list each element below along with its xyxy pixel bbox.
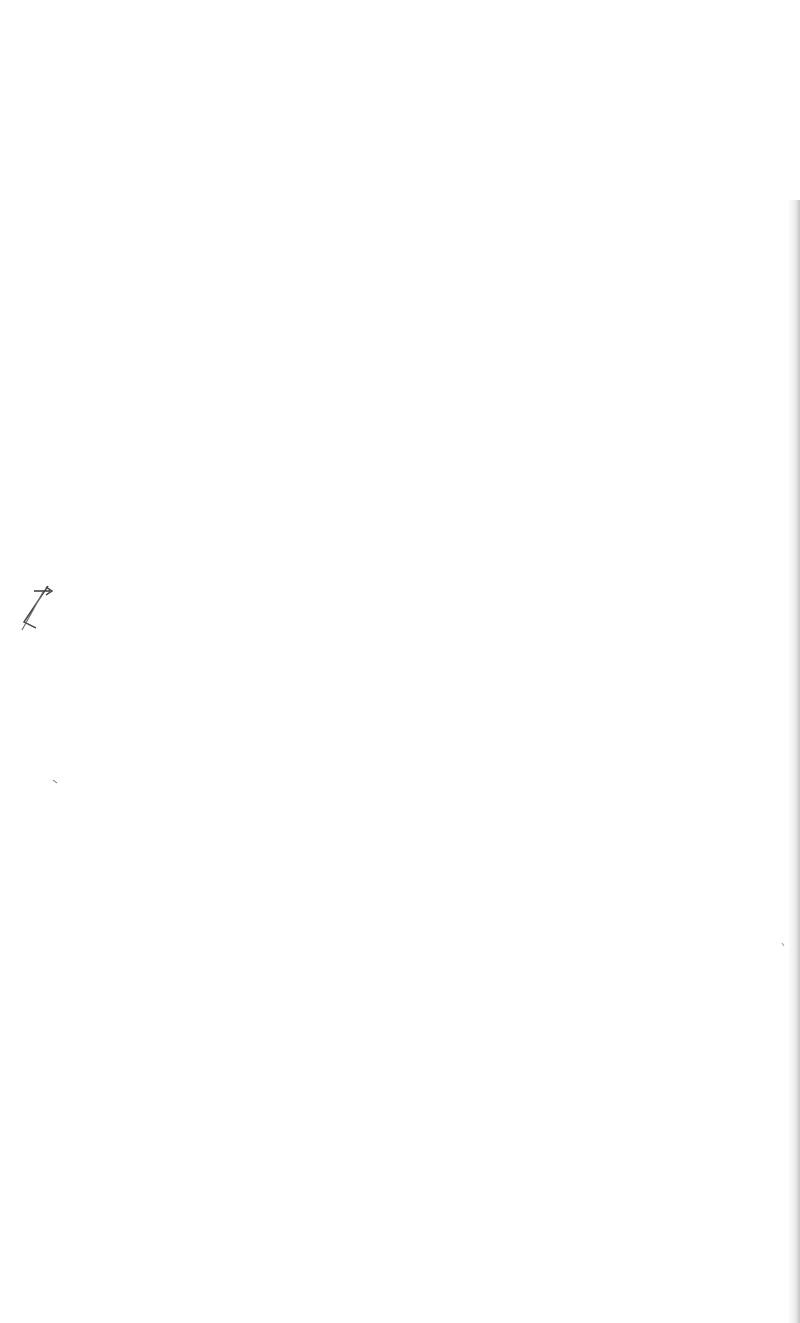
page-edge-shadow [788,200,800,1323]
bibliography-list [56,40,756,64]
